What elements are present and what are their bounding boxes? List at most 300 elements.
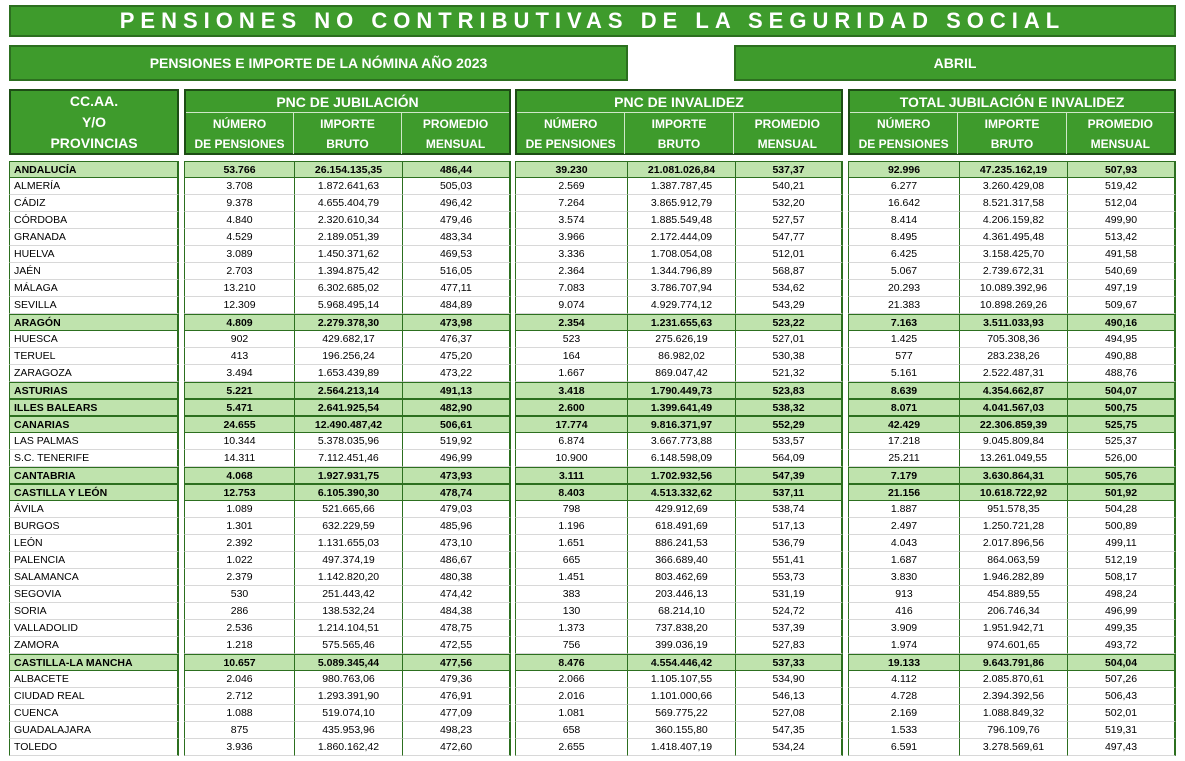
cell-jub-importe: 1.653.439,89 [294,365,402,382]
cell-tot-numero: 416 [848,603,959,620]
cell-jub-numero: 24.655 [184,416,294,433]
cell-region-name: ILLES BALEARS [9,399,179,416]
cell-tot-numero: 2.497 [848,518,959,535]
cell-inv-promedio: 552,29 [735,416,843,433]
cell-jub-numero: 53.766 [184,161,294,178]
col-header-line: IMPORTE [984,116,1040,131]
cell-tot-promedio: 502,01 [1067,705,1176,722]
cell-inv-numero: 658 [515,722,627,739]
cell-region-name: CASTILLA Y LEÓN [9,484,179,501]
cell-inv-promedio: 532,20 [735,195,843,212]
cell-tot-promedio: 525,37 [1067,433,1176,450]
cell-tot-promedio: 491,58 [1067,246,1176,263]
cell-tot-importe: 2.017.896,56 [959,535,1067,552]
cell-tot-importe: 705.308,36 [959,331,1067,348]
header-label-column [9,89,179,155]
table-row-ccaa [0,467,1185,484]
col-header-promedio [1066,113,1174,154]
cell-tot-importe: 796.109,76 [959,722,1067,739]
cell-jub-promedio: 484,38 [402,603,511,620]
cell-jub-promedio: 477,09 [402,705,511,722]
cell-tot-importe: 4.206.159,82 [959,212,1067,229]
cell-inv-numero: 9.074 [515,297,627,314]
table-row [0,280,1185,297]
cell-inv-promedio: 547,39 [735,467,843,484]
cell-region-name: GUADALAJARA [9,722,179,739]
cell-inv-importe: 1.418.407,19 [627,739,735,756]
cell-inv-promedio: 533,57 [735,433,843,450]
cell-tot-importe: 864.063,59 [959,552,1067,569]
cell-tot-promedio: 540,69 [1067,263,1176,280]
cell-region-name: S.C. TENERIFE [9,450,179,467]
table-row-ccaa [0,161,1185,178]
cell-tot-numero: 20.293 [848,280,959,297]
cell-jub-importe: 5.968.495,14 [294,297,402,314]
cell-tot-numero: 577 [848,348,959,365]
cell-tot-promedio: 506,43 [1067,688,1176,705]
cell-tot-importe: 2.394.392,56 [959,688,1067,705]
cell-jub-promedio: 496,42 [402,195,511,212]
cell-jub-promedio: 478,75 [402,620,511,637]
cell-region-name: TERUEL [9,348,179,365]
cell-jub-numero: 2.712 [184,688,294,705]
cell-inv-numero: 164 [515,348,627,365]
cell-inv-importe: 1.101.000,66 [627,688,735,705]
cell-jub-promedio: 479,46 [402,212,511,229]
cell-jub-promedio: 480,38 [402,569,511,586]
cell-inv-numero: 2.066 [515,671,627,688]
cell-inv-promedio: 534,62 [735,280,843,297]
cell-jub-importe: 2.320.610,34 [294,212,402,229]
table-row [0,331,1185,348]
header-label-line: PROVINCIAS [50,134,138,151]
cell-jub-numero: 1.088 [184,705,294,722]
cell-tot-importe: 283.238,26 [959,348,1067,365]
cell-jub-numero: 530 [184,586,294,603]
cell-jub-promedio: 484,89 [402,297,511,314]
cell-tot-importe: 1.250.721,28 [959,518,1067,535]
col-header-line: MENSUAL [757,136,817,151]
cell-tot-promedio: 500,89 [1067,518,1176,535]
cell-jub-promedio: 506,61 [402,416,511,433]
cell-jub-numero: 2.379 [184,569,294,586]
cell-jub-promedio: 472,55 [402,637,511,654]
header-group-jubilacion [184,89,511,155]
cell-tot-promedio: 513,42 [1067,229,1176,246]
cell-tot-importe: 4.041.567,03 [959,399,1067,416]
cell-tot-promedio: 488,76 [1067,365,1176,382]
cell-jub-numero: 12.753 [184,484,294,501]
cell-inv-importe: 86.982,02 [627,348,735,365]
table-row-ccaa [0,399,1185,416]
cell-jub-importe: 632.229,59 [294,518,402,535]
cell-tot-importe: 3.511.033,93 [959,314,1067,331]
cell-inv-importe: 886.241,53 [627,535,735,552]
col-header-line: DE PENSIONES [858,136,949,151]
cell-region-name: BURGOS [9,518,179,535]
cell-tot-numero: 21.383 [848,297,959,314]
cell-tot-promedio: 505,76 [1067,467,1176,484]
cell-tot-numero: 6.425 [848,246,959,263]
col-header-numero [517,113,624,154]
cell-tot-importe: 13.261.049,55 [959,450,1067,467]
cell-region-name: PALENCIA [9,552,179,569]
cell-inv-promedio: 527,83 [735,637,843,654]
cell-inv-numero: 39.230 [515,161,627,178]
cell-region-name: TOLEDO [9,739,179,756]
cell-tot-importe: 10.618.722,92 [959,484,1067,501]
cell-tot-numero: 8.495 [848,229,959,246]
cell-inv-numero: 130 [515,603,627,620]
cell-tot-importe: 10.898.269,26 [959,297,1067,314]
cell-jub-promedio: 472,60 [402,739,511,756]
cell-tot-importe: 4.354.662,87 [959,382,1067,399]
cell-inv-promedio: 538,32 [735,399,843,416]
cell-jub-numero: 2.046 [184,671,294,688]
cell-jub-numero: 4.840 [184,212,294,229]
cell-tot-promedio: 519,31 [1067,722,1176,739]
cell-jub-promedio: 491,13 [402,382,511,399]
cell-jub-numero: 3.089 [184,246,294,263]
cell-inv-importe: 360.155,80 [627,722,735,739]
col-header-line: NÚMERO [543,116,598,131]
cell-tot-promedio: 504,28 [1067,501,1176,518]
cell-inv-importe: 275.626,19 [627,331,735,348]
cell-jub-importe: 980.763,06 [294,671,402,688]
col-header-line: MENSUAL [425,136,486,151]
cell-jub-importe: 5.378.035,96 [294,433,402,450]
cell-tot-promedio: 500,75 [1067,399,1176,416]
cell-tot-importe: 974.601,65 [959,637,1067,654]
table-row-ccaa [0,654,1185,671]
cell-inv-numero: 2.655 [515,739,627,756]
cell-tot-promedio: 501,92 [1067,484,1176,501]
cell-jub-importe: 1.872.641,63 [294,178,402,195]
cell-region-name: SALAMANCA [9,569,179,586]
cell-jub-numero: 2.536 [184,620,294,637]
cell-inv-importe: 4.929.774,12 [627,297,735,314]
col-header-line: BRUTO [326,136,369,151]
table-row-ccaa [0,382,1185,399]
cell-region-name: SEGOVIA [9,586,179,603]
cell-jub-importe: 2.641.925,54 [294,399,402,416]
cell-tot-promedio: 496,99 [1067,603,1176,620]
cell-jub-importe: 575.565,46 [294,637,402,654]
table-row [0,722,1185,739]
cell-tot-importe: 1.088.849,32 [959,705,1067,722]
cell-jub-importe: 497.374,19 [294,552,402,569]
cell-jub-numero: 875 [184,722,294,739]
cell-tot-promedio: 497,43 [1067,739,1176,756]
cell-jub-importe: 2.564.213,14 [294,382,402,399]
cell-jub-importe: 6.302.685,02 [294,280,402,297]
group-title: TOTAL JUBILACIÓN E INVALIDEZ [850,91,1174,113]
cell-inv-numero: 383 [515,586,627,603]
table-row-ccaa [0,314,1185,331]
cell-region-name: GRANADA [9,229,179,246]
col-header-line: NÚMERO [876,116,931,131]
cell-inv-promedio: 551,41 [735,552,843,569]
subtitle-month: ABRIL [734,45,1176,81]
cell-tot-promedio: 490,88 [1067,348,1176,365]
cell-jub-promedio: 477,11 [402,280,511,297]
cell-inv-numero: 2.016 [515,688,627,705]
cell-jub-promedio: 498,23 [402,722,511,739]
cell-tot-importe: 3.630.864,31 [959,467,1067,484]
cell-inv-importe: 1.105.107,55 [627,671,735,688]
cell-jub-importe: 6.105.390,30 [294,484,402,501]
cell-inv-importe: 1.708.054,08 [627,246,735,263]
cell-tot-promedio: 494,95 [1067,331,1176,348]
cell-jub-numero: 4.529 [184,229,294,246]
cell-jub-importe: 5.089.345,44 [294,654,402,671]
cell-inv-importe: 869.047,42 [627,365,735,382]
cell-inv-promedio: 534,24 [735,739,843,756]
cell-region-name: CÓRDOBA [9,212,179,229]
cell-inv-promedio: 527,57 [735,212,843,229]
cell-jub-importe: 1.142.820,20 [294,569,402,586]
table-row [0,688,1185,705]
cell-jub-importe: 519.074,10 [294,705,402,722]
cell-tot-importe: 4.361.495,48 [959,229,1067,246]
cell-jub-promedio: 473,93 [402,467,511,484]
cell-inv-numero: 10.900 [515,450,627,467]
cell-tot-promedio: 499,11 [1067,535,1176,552]
table-row-ccaa [0,416,1185,433]
cell-region-name: ALMERÍA [9,178,179,195]
cell-jub-numero: 14.311 [184,450,294,467]
cell-inv-promedio: 523,22 [735,314,843,331]
table-row [0,671,1185,688]
table-row [0,433,1185,450]
cell-jub-promedio: 483,34 [402,229,511,246]
cell-tot-numero: 2.169 [848,705,959,722]
cell-jub-importe: 521.665,66 [294,501,402,518]
cell-inv-promedio: 537,39 [735,620,843,637]
cell-jub-numero: 2.703 [184,263,294,280]
cell-tot-promedio: 507,26 [1067,671,1176,688]
col-header-line: IMPORTE [651,116,707,131]
cell-jub-numero: 1.301 [184,518,294,535]
cell-inv-numero: 2.354 [515,314,627,331]
col-header-line: DE PENSIONES [194,136,285,151]
cell-tot-importe: 206.746,34 [959,603,1067,620]
cell-jub-importe: 429.682,17 [294,331,402,348]
cell-inv-numero: 3.418 [515,382,627,399]
cell-region-name: ANDALUCÍA [9,161,179,178]
cell-tot-importe: 22.306.859,39 [959,416,1067,433]
cell-jub-promedio: 479,03 [402,501,511,518]
cell-inv-importe: 6.148.598,09 [627,450,735,467]
cell-jub-numero: 413 [184,348,294,365]
cell-region-name: ZAMORA [9,637,179,654]
cell-region-name: ZARAGOZA [9,365,179,382]
table-row [0,450,1185,467]
cell-inv-numero: 665 [515,552,627,569]
cell-jub-promedio: 486,44 [402,161,511,178]
cell-jub-promedio: 476,37 [402,331,511,348]
cell-inv-importe: 2.172.444,09 [627,229,735,246]
cell-inv-importe: 68.214,10 [627,603,735,620]
cell-inv-importe: 21.081.026,84 [627,161,735,178]
cell-inv-promedio: 521,32 [735,365,843,382]
cell-inv-numero: 1.667 [515,365,627,382]
col-header-line: BRUTO [657,136,701,151]
cell-inv-promedio: 530,38 [735,348,843,365]
table-row [0,620,1185,637]
cell-inv-importe: 1.702.932,56 [627,467,735,484]
table-row [0,348,1185,365]
cell-jub-promedio: 519,92 [402,433,511,450]
cell-jub-numero: 4.068 [184,467,294,484]
cell-tot-numero: 4.112 [848,671,959,688]
cell-jub-importe: 1.293.391,90 [294,688,402,705]
cell-jub-importe: 251.443,42 [294,586,402,603]
cell-tot-importe: 8.521.317,58 [959,195,1067,212]
cell-jub-numero: 9.378 [184,195,294,212]
cell-jub-numero: 3.936 [184,739,294,756]
table-row [0,212,1185,229]
page-title: PENSIONES NO CONTRIBUTIVAS DE LA SEGURIDAD SOCIAL [9,5,1176,37]
table-row [0,229,1185,246]
cell-jub-promedio: 496,99 [402,450,511,467]
header-label-line: Y/O [81,113,107,130]
cell-inv-numero: 1.451 [515,569,627,586]
cell-jub-promedio: 475,20 [402,348,511,365]
cell-region-name: CÁDIZ [9,195,179,212]
cell-tot-numero: 92.996 [848,161,959,178]
cell-inv-numero: 1.196 [515,518,627,535]
cell-inv-promedio: 547,35 [735,722,843,739]
cell-inv-promedio: 537,11 [735,484,843,501]
cell-inv-numero: 17.774 [515,416,627,433]
cell-tot-promedio: 519,42 [1067,178,1176,195]
cell-inv-numero: 3.966 [515,229,627,246]
cell-tot-importe: 9.045.809,84 [959,433,1067,450]
cell-tot-importe: 9.643.791,86 [959,654,1067,671]
cell-tot-importe: 1.951.942,71 [959,620,1067,637]
cell-jub-numero: 4.809 [184,314,294,331]
cell-inv-promedio: 546,13 [735,688,843,705]
cell-jub-importe: 138.532,24 [294,603,402,620]
cell-inv-importe: 1.344.796,89 [627,263,735,280]
cell-tot-numero: 6.591 [848,739,959,756]
cell-inv-promedio: 517,13 [735,518,843,535]
cell-tot-numero: 5.161 [848,365,959,382]
col-header-importe [624,113,732,154]
cell-jub-numero: 10.657 [184,654,294,671]
cell-jub-importe: 7.112.451,46 [294,450,402,467]
cell-inv-promedio: 534,90 [735,671,843,688]
cell-jub-importe: 1.394.875,42 [294,263,402,280]
cell-inv-importe: 203.446,13 [627,586,735,603]
cell-jub-numero: 1.022 [184,552,294,569]
col-header-line: PROMEDIO [754,116,820,131]
cell-jub-numero: 286 [184,603,294,620]
table-row [0,365,1185,382]
cell-tot-importe: 454.889,55 [959,586,1067,603]
cell-inv-numero: 3.111 [515,467,627,484]
cell-inv-promedio: 568,87 [735,263,843,280]
cell-jub-importe: 26.154.135,35 [294,161,402,178]
cell-jub-promedio: 473,10 [402,535,511,552]
cell-inv-numero: 6.874 [515,433,627,450]
cell-jub-promedio: 473,98 [402,314,511,331]
cell-region-name: LEÓN [9,535,179,552]
cell-inv-importe: 618.491,69 [627,518,735,535]
cell-inv-importe: 803.462,69 [627,569,735,586]
cell-inv-importe: 1.231.655,63 [627,314,735,331]
cell-jub-numero: 10.344 [184,433,294,450]
cell-region-name: ALBACETE [9,671,179,688]
cell-tot-numero: 6.277 [848,178,959,195]
cell-inv-importe: 399.036,19 [627,637,735,654]
cell-tot-numero: 1.425 [848,331,959,348]
cell-inv-numero: 523 [515,331,627,348]
table-row [0,263,1185,280]
cell-jub-importe: 2.279.378,30 [294,314,402,331]
table-row [0,586,1185,603]
cell-jub-promedio: 505,03 [402,178,511,195]
cell-tot-numero: 8.414 [848,212,959,229]
cell-inv-numero: 8.476 [515,654,627,671]
group-title: PNC DE JUBILACIÓN [186,91,509,113]
cell-jub-numero: 5.471 [184,399,294,416]
cell-jub-importe: 1.131.655,03 [294,535,402,552]
cell-tot-numero: 5.067 [848,263,959,280]
cell-region-name: ASTURIAS [9,382,179,399]
cell-inv-numero: 756 [515,637,627,654]
cell-tot-numero: 42.429 [848,416,959,433]
cell-jub-importe: 1.214.104,51 [294,620,402,637]
table-row-ccaa [0,484,1185,501]
cell-tot-promedio: 507,93 [1067,161,1176,178]
cell-tot-importe: 1.946.282,89 [959,569,1067,586]
cell-region-name: ARAGÓN [9,314,179,331]
table-row [0,705,1185,722]
cell-inv-promedio: 537,33 [735,654,843,671]
cell-jub-promedio: 473,22 [402,365,511,382]
table-row [0,195,1185,212]
table-row [0,297,1185,314]
cell-jub-numero: 5.221 [184,382,294,399]
cell-tot-promedio: 504,04 [1067,654,1176,671]
cell-inv-promedio: 527,01 [735,331,843,348]
col-header-promedio [733,113,841,154]
cell-region-name: MÁLAGA [9,280,179,297]
cell-inv-importe: 1.790.449,73 [627,382,735,399]
cell-tot-importe: 3.158.425,70 [959,246,1067,263]
cell-inv-promedio: 536,79 [735,535,843,552]
cell-inv-promedio: 543,29 [735,297,843,314]
cell-jub-numero: 1.089 [184,501,294,518]
cell-jub-importe: 1.860.162,42 [294,739,402,756]
cell-inv-importe: 737.838,20 [627,620,735,637]
cell-tot-promedio: 499,90 [1067,212,1176,229]
cell-tot-numero: 21.156 [848,484,959,501]
cell-tot-numero: 25.211 [848,450,959,467]
cell-jub-importe: 4.655.404,79 [294,195,402,212]
cell-inv-promedio: 512,01 [735,246,843,263]
cell-jub-promedio: 479,36 [402,671,511,688]
cell-jub-promedio: 474,42 [402,586,511,603]
cell-tot-numero: 3.830 [848,569,959,586]
cell-tot-importe: 951.578,35 [959,501,1067,518]
cell-inv-numero: 798 [515,501,627,518]
cell-tot-numero: 7.179 [848,467,959,484]
table-row [0,552,1185,569]
cell-tot-numero: 1.533 [848,722,959,739]
